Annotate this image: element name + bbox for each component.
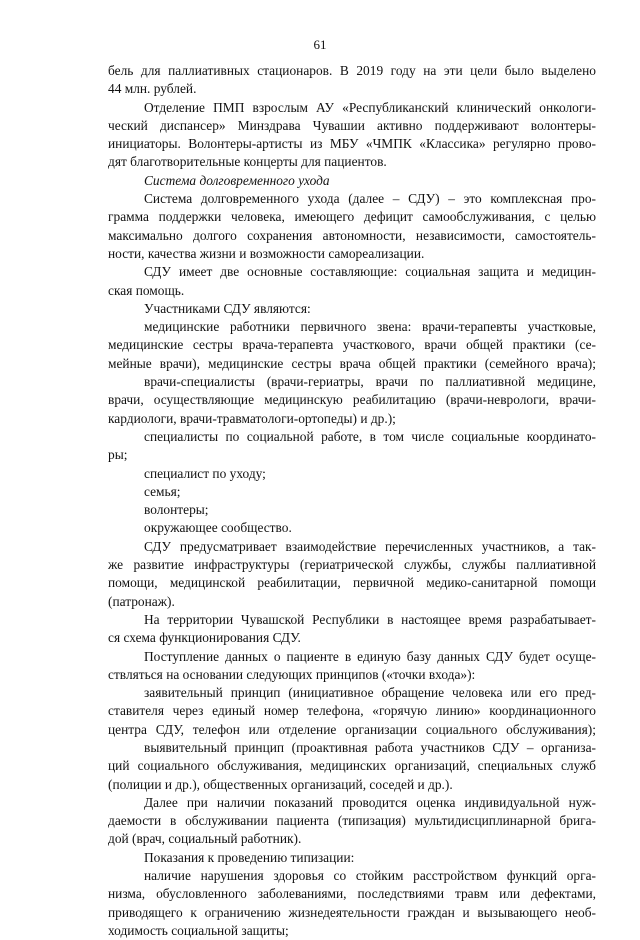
text-line: бель для паллиативных стационаров. В 2019 году на эти цели было выделено — [108, 63, 596, 78]
text-line: ская помощь. — [108, 282, 185, 298]
text-line: волонтеры; — [144, 502, 209, 518]
text-line: ствляться на основании следующих принципов («точки входа»): — [108, 666, 476, 682]
text-line: СДУ предусматривает взаимодействие перечисленных участников, а так- — [144, 538, 596, 554]
text-line: наличие нарушения здоровья со стойким расстройством функций орга- — [144, 868, 596, 884]
text-line: Система долговременного ухода — [144, 172, 330, 188]
text-line: (полиции и др.), общественных организаций, соседей и др.). — [108, 776, 453, 792]
text-line: На территории Чувашской Республики в настоящее время разрабатывает- — [144, 611, 596, 627]
text-line: окружающее сообщество. — [144, 520, 292, 536]
text-line: медицинские сестры врача-терапевта участкового, врачи общей практики (се- — [108, 337, 596, 353]
text-line: специалист по уходу; — [144, 465, 266, 481]
text-line: ся схема функционирования СДУ. — [108, 630, 301, 646]
text-line: кардиологи, врачи-травматологи-ортопеды) и др.); — [108, 410, 396, 426]
text-line: Показания к проведению типизации: — [144, 849, 355, 865]
text-line: ческий диспансер» Минздрава Чувашии активно поддерживают волонтеры- — [108, 117, 596, 133]
text-line: выявительный принцип (проактивная работа участников СДУ – организа- — [144, 739, 596, 755]
text-line: низма, обусловленного заболеваниями, последствиями травм или дефектами, — [108, 886, 596, 902]
text-line: ставителя через единый номер телефона, «горячую линию» координационного — [108, 703, 596, 719]
text-line: грамма поддержки человека, имеющего дефицит самообслуживания, с целью — [108, 209, 596, 225]
text-line: дят благотворительные концерты для пациентов. — [108, 154, 387, 170]
text-line: мейные врачи), медицинские сестры врача общей практики (семейного врача); — [108, 355, 596, 371]
text-line: инициаторы. Волонтеры-артисты из МБУ «ЧМПК «Классика» регулярно прово- — [108, 136, 596, 152]
text-line: медицинские работники первичного звена: врачи-терапевты участковые, — [144, 319, 596, 335]
text-line: врачи-специалисты (врачи-гериатры, врачи по паллиативной медицине, — [144, 374, 596, 390]
text-line: Отделение ПМП взрослым АУ «Республиканский клинический онкологи- — [144, 99, 596, 115]
text-line: даемости в обслуживании пациента (типизация) мультидисциплинарной брига- — [108, 813, 596, 829]
text-line: заявительный принцип (инициативное обращение человека или его пред- — [144, 685, 596, 701]
text-line: Участниками СДУ являются: — [144, 300, 311, 316]
text-line: помощи, медицинской реабилитации, первичной медико-санитарной помощи — [108, 575, 596, 591]
text-line: СДУ имеет две основные составляющие: социальная защита и медицин- — [144, 264, 596, 280]
text-line: семья; — [144, 483, 181, 499]
text-line: специалисты по социальной работе, в том числе социальные координато- — [144, 428, 596, 444]
text-line: максимально долгого сохранения автономности, независимости, самостоятель- — [108, 227, 596, 243]
text-line: врачи, осуществляющие медицинскую реабилитацию (врачи-неврологи, врачи- — [108, 392, 596, 408]
text-line: центра СДУ, телефон или отделение организации социального обслуживания); — [108, 721, 596, 737]
text-line: Далее при наличии показаний проводится оценка индивидуальной нуж- — [144, 794, 596, 810]
body-text — [108, 62, 596, 940]
text-line: Система долговременного ухода (далее – СДУ) – это комплексная про- — [144, 191, 596, 207]
text-line: 44 млн. рублей. — [108, 81, 197, 97]
page-number: 61 — [313, 37, 327, 52]
text-line: ходимость социальной защиты; — [108, 922, 289, 938]
text-line: дой (врач, социальный работник). — [108, 831, 302, 847]
text-line: ры; — [108, 447, 128, 463]
text-line: ности, качества жизни и возможности самореализации. — [108, 245, 425, 261]
text-line: ций социального обслуживания, медицинских организаций, специальных служб — [108, 758, 596, 774]
text-line: же развитие инфраструктуры (гериатрической службы, службы паллиативной — [108, 557, 596, 573]
text-line: (патронаж). — [108, 593, 175, 609]
text-line: Поступление данных о пациенте в единую базу данных СДУ будет осуще- — [144, 648, 596, 664]
text-line: приводящего к ограничению жизнедеятельности граждан и вызывающего необ- — [108, 904, 596, 920]
